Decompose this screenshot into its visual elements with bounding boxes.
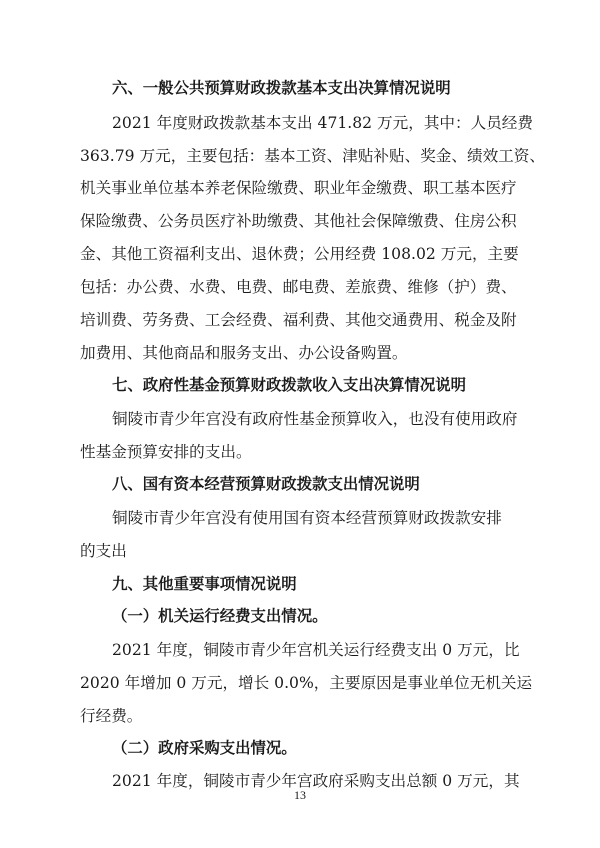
subsection-heading-2: （二）政府采购支出情况。: [112, 739, 297, 757]
section-heading-8: 八、国有资本经营预算财政拨款支出情况说明: [112, 475, 420, 493]
paragraph-line: 行经费。: [80, 707, 143, 725]
section-heading-7: 七、政府性基金预算财政拨款收入支出决算情况说明: [112, 376, 466, 394]
paragraph-line: 机关事业单位基本养老保险缴费、职业年金缴费、职工基本医疗: [80, 179, 517, 197]
paragraph-line: 金、其他工资福利支出、退休费；公用经费 108.02 万元，主要: [80, 245, 519, 263]
page-number: 13: [294, 788, 306, 802]
section-heading-6: 六、一般公共预算财政拨款基本支出决算情况说明: [112, 79, 451, 97]
paragraph-line: 363.79 万元，主要包括：基本工资、津贴补贴、奖金、绩效工资、: [80, 147, 545, 165]
paragraph-line: 保险缴费、公务员医疗补助缴费、其他社会保障缴费、住房公积: [80, 212, 517, 230]
subsection-heading-1: （一）机关运行经费支出情况。: [112, 607, 328, 625]
section-heading-9: 九、其他重要事项情况说明: [112, 575, 297, 593]
paragraph-line: 铜陵市青少年宫没有政府性基金预算收入，也没有使用政府: [112, 410, 518, 428]
paragraph-line: 包括：办公费、水费、电费、邮电费、差旅费、维修（护）费、: [80, 278, 517, 296]
paragraph-line: 2021 年度，铜陵市青少年宫政府采购支出总额 0 万元，其: [112, 772, 520, 790]
paragraph-line: 培训费、劳务费、工会经费、福利费、其他交通费用、税金及附: [80, 311, 517, 329]
paragraph-line: 2021 年度财政拨款基本支出 471.82 万元，其中：人员经费: [112, 114, 533, 132]
paragraph-line: 2021 年度，铜陵市青少年宫机关运行经费支出 0 万元，比: [112, 641, 520, 659]
paragraph-line: 铜陵市青少年宫没有使用国有资本经营预算财政拨款安排: [112, 509, 502, 527]
paragraph-line: 加费用、其他商品和服务支出、办公设备购置。: [80, 344, 408, 362]
paragraph-line: 2020 年增加 0 万元，增长 0.0%，主要原因是事业单位无机关运: [80, 674, 533, 692]
paragraph-line: 的支出: [80, 542, 127, 560]
paragraph-line: 性基金预算安排的支出。: [80, 443, 252, 461]
